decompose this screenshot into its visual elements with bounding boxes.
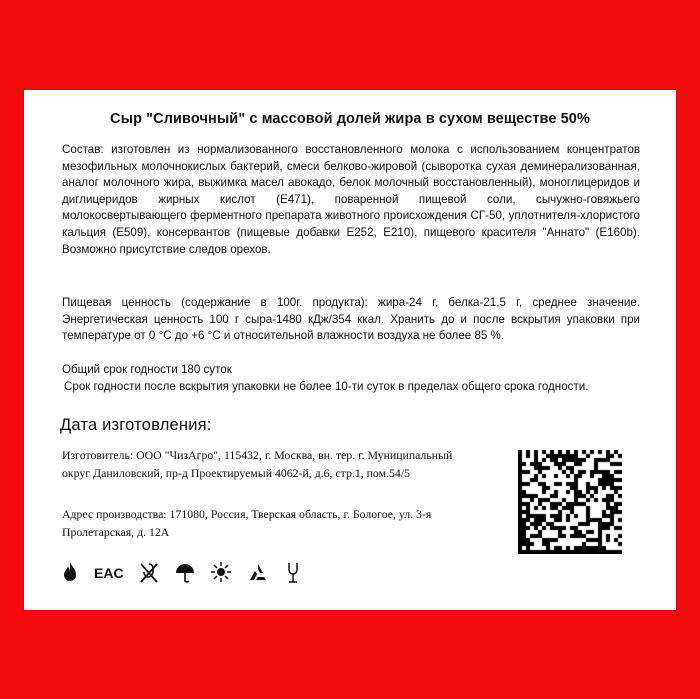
product-title: Сыр "Сливочный" с массовой долей жира в сухом веществе 50% (110, 111, 590, 127)
flammable-icon (60, 561, 80, 585)
product-label-card (24, 90, 676, 610)
fragile-glass-icon (284, 561, 302, 585)
shelf-life-opened-text: Срок годности после вскрытия упаковки не более 10-ти суток в пределах общего срока годности. (64, 380, 589, 393)
composition-text: Состав: изготовлен из нормализованного восстановленного молока с использованием концентратов мезофильных молочнокислых бактерий, смеси белково-жировой (сыворотка сухая деминерализованная, аналог молочного жира, выжимка масел авокадо, белок молочный восстановленный), моноглицеридов и диглицеридов жирных кислот (Е471), поваренной пищевой соли, сычужно-говяжьего молокосвертывающего ферментного препарата животного происхождения СГ-50, уплотнителя-хлористого кальция (Е509), консервантов (пищевые добавки Е252, Е210), пищевого красителя "Аннато" (Е160b). Возможно присутствие следов орехов. (62, 143, 640, 256)
eac-mark-icon (94, 562, 124, 584)
keep-dry-umbrella-icon (174, 561, 196, 585)
production-date-heading: Дата изготовления: (60, 416, 212, 434)
no-hook-icon (138, 561, 160, 585)
shelf-life-text: Общий срок годности 180 суток (62, 363, 232, 376)
nutrition-text: Пищевая ценность (содержание в 100г. продукта): жира-24 г, белка-21,5 г, среднее значение. Энергетическая ценность 100 г сыра-1480 кДж/354 ккал. Хранить до и после вскрытия упаковки при температуре от 0 °С до +6 °С и относительной влажности воздуха не более 85 %. (62, 296, 640, 343)
datamatrix-code (518, 450, 622, 554)
keep-away-from-sunlight-icon (210, 561, 232, 585)
handling-icon-row (60, 556, 320, 590)
manufacturer-text: Изготовитель: ООО "ЧизАгро", 115432, г. Москва, вн. тер. г. Муниципальный округ Даниловский, пр-д Проектируемый 4062-й, д.6, стр.1, пом.54/5 (62, 448, 453, 480)
production-address-text: Адрес производства: 171080, Россия, Тверская область, г. Бологое, ул. 3-я Пролетарская, д. 12А (62, 507, 432, 539)
svg-text:EAC: EAC (94, 565, 124, 581)
recycling-triangle-icon (246, 561, 270, 585)
